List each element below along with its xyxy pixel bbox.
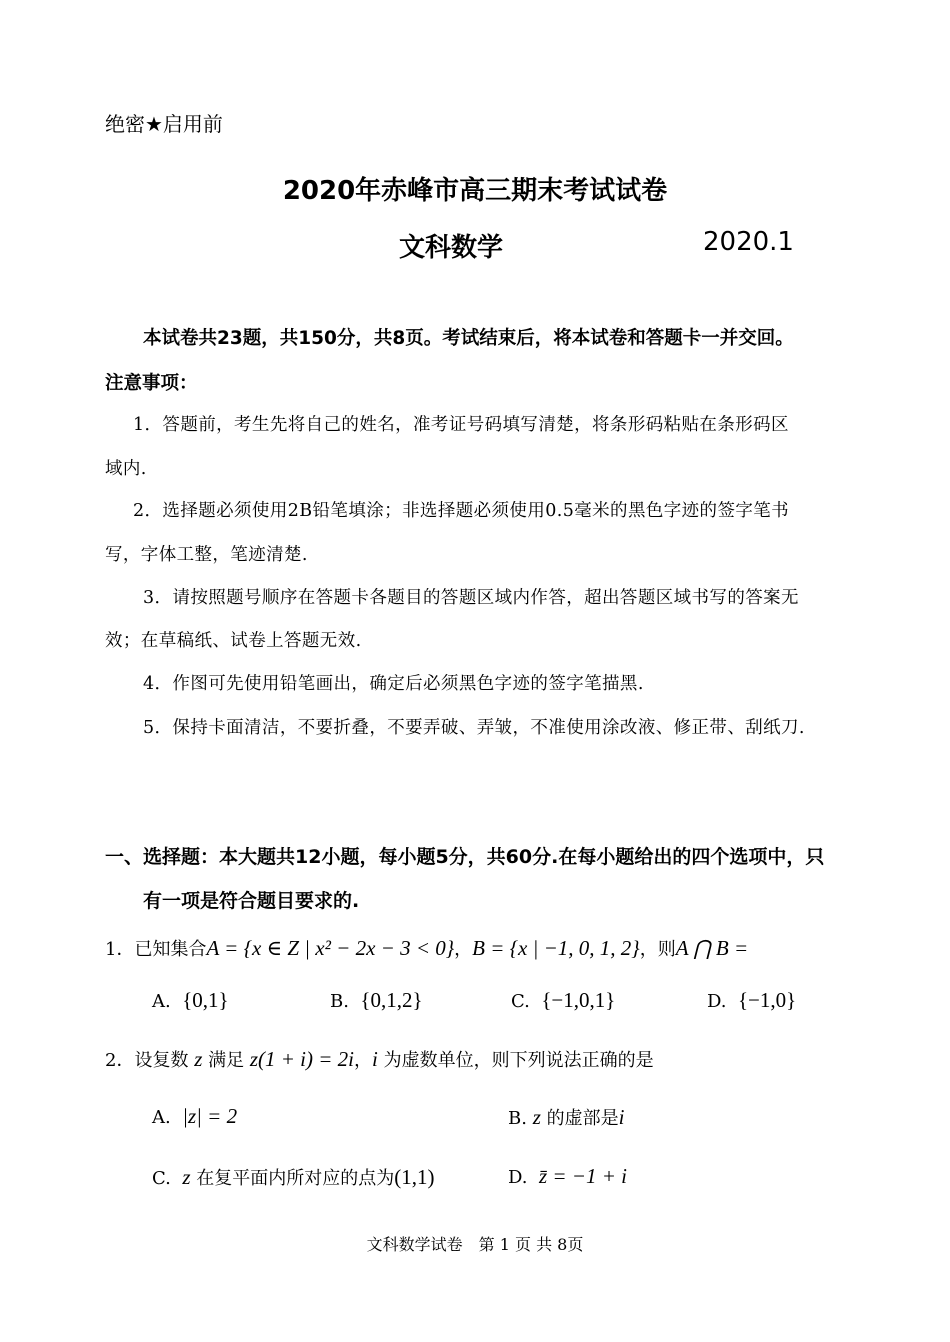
option-label: C. xyxy=(511,991,530,1012)
option-formula: i xyxy=(618,1105,625,1129)
var-z: z xyxy=(194,1047,203,1071)
note-5: 5．保持卡面清洁，不要折叠，不要弄破、弄皱，不准使用涂改液、修正带、刮纸刀. xyxy=(143,718,805,738)
option-label: A. xyxy=(152,1107,171,1128)
intersection-formula: A ⋂ B = xyxy=(675,936,749,960)
option-formula: z xyxy=(182,1165,191,1189)
option-text: 的虚部是 xyxy=(546,1108,619,1129)
question-2 xyxy=(105,1046,654,1072)
var-i: i xyxy=(372,1047,378,1071)
question-text: ，则 xyxy=(639,939,676,960)
option-text: 在复平面内所对应的点为 xyxy=(196,1168,395,1189)
question-text: 满足 xyxy=(208,1050,245,1071)
option-formula: (1,1) xyxy=(394,1165,435,1189)
option-formula: z̄ = −1 + i xyxy=(538,1164,627,1188)
confidential-mark: 绝密★启用前 xyxy=(105,112,223,136)
option-label: B. xyxy=(330,991,349,1012)
option-value: {0,1,2} xyxy=(360,988,423,1012)
equation-formula: z(1 + i) = 2i xyxy=(249,1047,355,1071)
option-label: C. xyxy=(152,1168,171,1189)
set-a-formula: A = {x ∈ Z | x² − 2x − 3 < 0} xyxy=(206,936,455,960)
exam-subject: 文科数学 xyxy=(399,233,504,263)
note-1-line1: 1．答题前，考生先将自己的姓名，准考证号码填写清楚，将条形码粘贴在条形码区 xyxy=(133,415,789,435)
option-label: B. xyxy=(508,1108,527,1129)
separator: ， xyxy=(454,939,473,960)
q2-option-b xyxy=(508,1104,624,1130)
option-label: D. xyxy=(508,1167,528,1188)
note-2-line1: 2．选择题必须使用2B铅笔填涂；非选择题必须使用0.5毫米的黑色字迹的签字笔书 xyxy=(133,501,790,521)
q1-option-c xyxy=(511,988,615,1013)
question-number: 2． xyxy=(105,1050,135,1071)
question-text: 设复数 xyxy=(134,1050,189,1071)
question-1 xyxy=(105,935,748,961)
option-label: A. xyxy=(152,991,171,1012)
option-formula: |z| = 2 xyxy=(182,1104,238,1128)
q2-option-d xyxy=(508,1164,627,1189)
option-formula: z xyxy=(532,1105,541,1129)
question-text: 已知集合 xyxy=(134,939,207,960)
exam-title: 2020年赤峰市高三期末考试试卷 xyxy=(282,176,668,206)
separator: ， xyxy=(354,1050,373,1071)
exam-intro: 本试卷共23题，共150分，共8页。考试结束后，将本试卷和答题卡一并交回。 xyxy=(143,328,794,349)
note-2-line2: 写，字体工整，笔迹清楚. xyxy=(105,545,308,565)
option-label: D. xyxy=(707,991,727,1012)
q1-option-a xyxy=(152,988,229,1013)
option-value: {−1,0,1} xyxy=(541,988,616,1012)
question-text: 为虚数单位，则下列说法正确的是 xyxy=(383,1050,654,1071)
section-heading: 一、选择题：本大题共12小题，每小题5分，共60分.在每小题给出的四个选项中，只 xyxy=(105,846,825,868)
note-4: 4．作图可先使用铅笔画出，确定后必须黑色字迹的签字笔描黑. xyxy=(143,674,644,694)
note-3-line1: 3．请按照题号顺序在答题卡各题目的答题区域内作答，超出答题区域书写的答案无 xyxy=(143,588,799,608)
page-footer: 文科数学试卷 第 1 页 共 8页 xyxy=(366,1235,584,1254)
set-b-formula: B = {x | −1, 0, 1, 2} xyxy=(472,936,640,960)
option-value: {0,1} xyxy=(182,988,229,1012)
exam-date: 2020.1 xyxy=(703,227,794,257)
section-heading-cont: 有一项是符合题目要求的. xyxy=(143,890,360,912)
question-number: 1． xyxy=(105,939,135,960)
q1-option-d xyxy=(707,988,796,1013)
q2-option-c xyxy=(152,1164,434,1190)
note-1-line2: 域内. xyxy=(105,459,147,479)
notes-heading: 注意事项： xyxy=(105,373,198,394)
q2-option-a xyxy=(152,1104,237,1129)
note-3-line2: 效；在草稿纸、试卷上答题无效. xyxy=(105,631,362,651)
option-value: {−1,0} xyxy=(737,988,797,1012)
q1-option-b xyxy=(330,988,423,1013)
